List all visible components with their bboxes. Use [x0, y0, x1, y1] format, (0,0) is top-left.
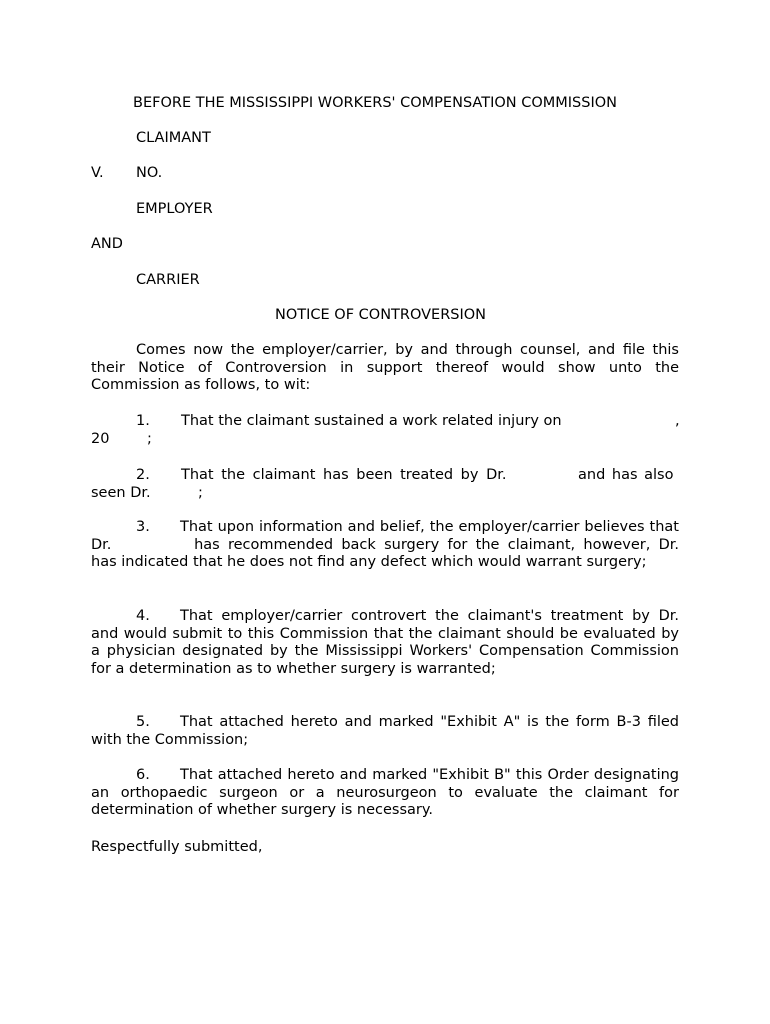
closing-line: Respectfully submitted,	[91, 839, 263, 855]
item-5-paragraph: 5. That attached hereto and marked "Exhibit A" is the form B-3 filed with the Commission;	[91, 714, 679, 748]
item-2-seen: seen Dr.	[91, 485, 151, 501]
document-title: NOTICE OF CONTROVERSION	[275, 307, 487, 323]
item-1-year-prefix: 20	[91, 431, 110, 447]
caption-versus: V.	[91, 165, 104, 181]
caption-claimant: CLAIMANT	[136, 130, 211, 146]
court-heading: BEFORE THE MISSISSIPPI WORKERS' COMPENSATION COMMISSION	[133, 95, 617, 111]
caption-employer: EMPLOYER	[136, 201, 213, 217]
intro-paragraph: Comes now the employer/carrier, by and through counsel, and file this their Notice of Controversion in support thereof would show unto the Commission as follows, to wit:	[91, 342, 679, 394]
item-2-semicolon: ;	[198, 485, 203, 501]
item-2-text: That the claimant has been treated by Dr.	[181, 467, 507, 483]
caption-case-number: NO.	[136, 165, 163, 181]
item-1-text: That the claimant sustained a work related injury on	[181, 413, 562, 429]
item-1-number: 1.	[136, 413, 150, 429]
item-4-paragraph: 4. That employer/carrier controvert the claimant's treatment by Dr. and would submit to this Commission that the claimant should be evaluated by a physician designated by the Mississippi Workers' Compensation Commission for a determination as to whether surgery is warranted;	[91, 608, 726, 677]
item-2-text-end: and has also	[578, 467, 674, 483]
item-1-comma: ,	[675, 413, 680, 429]
caption-and: AND	[91, 236, 123, 252]
item-3-paragraph: 3. That upon information and belief, the employer/carrier believes that Dr. has recommended back surgery for the claimant, however, Dr. has indicated that he does not find any defect which would warrant surgery;	[91, 519, 726, 571]
item-2-number: 2.	[136, 467, 150, 483]
item-6-paragraph: 6. That attached hereto and marked "Exhibit B" this Order designating an orthopaedic surgeon or a neurosurgeon to evaluate the claimant for determination of whether surgery is necessary.	[91, 767, 679, 819]
item-1-semicolon: ;	[147, 431, 152, 447]
caption-carrier: CARRIER	[136, 272, 200, 288]
